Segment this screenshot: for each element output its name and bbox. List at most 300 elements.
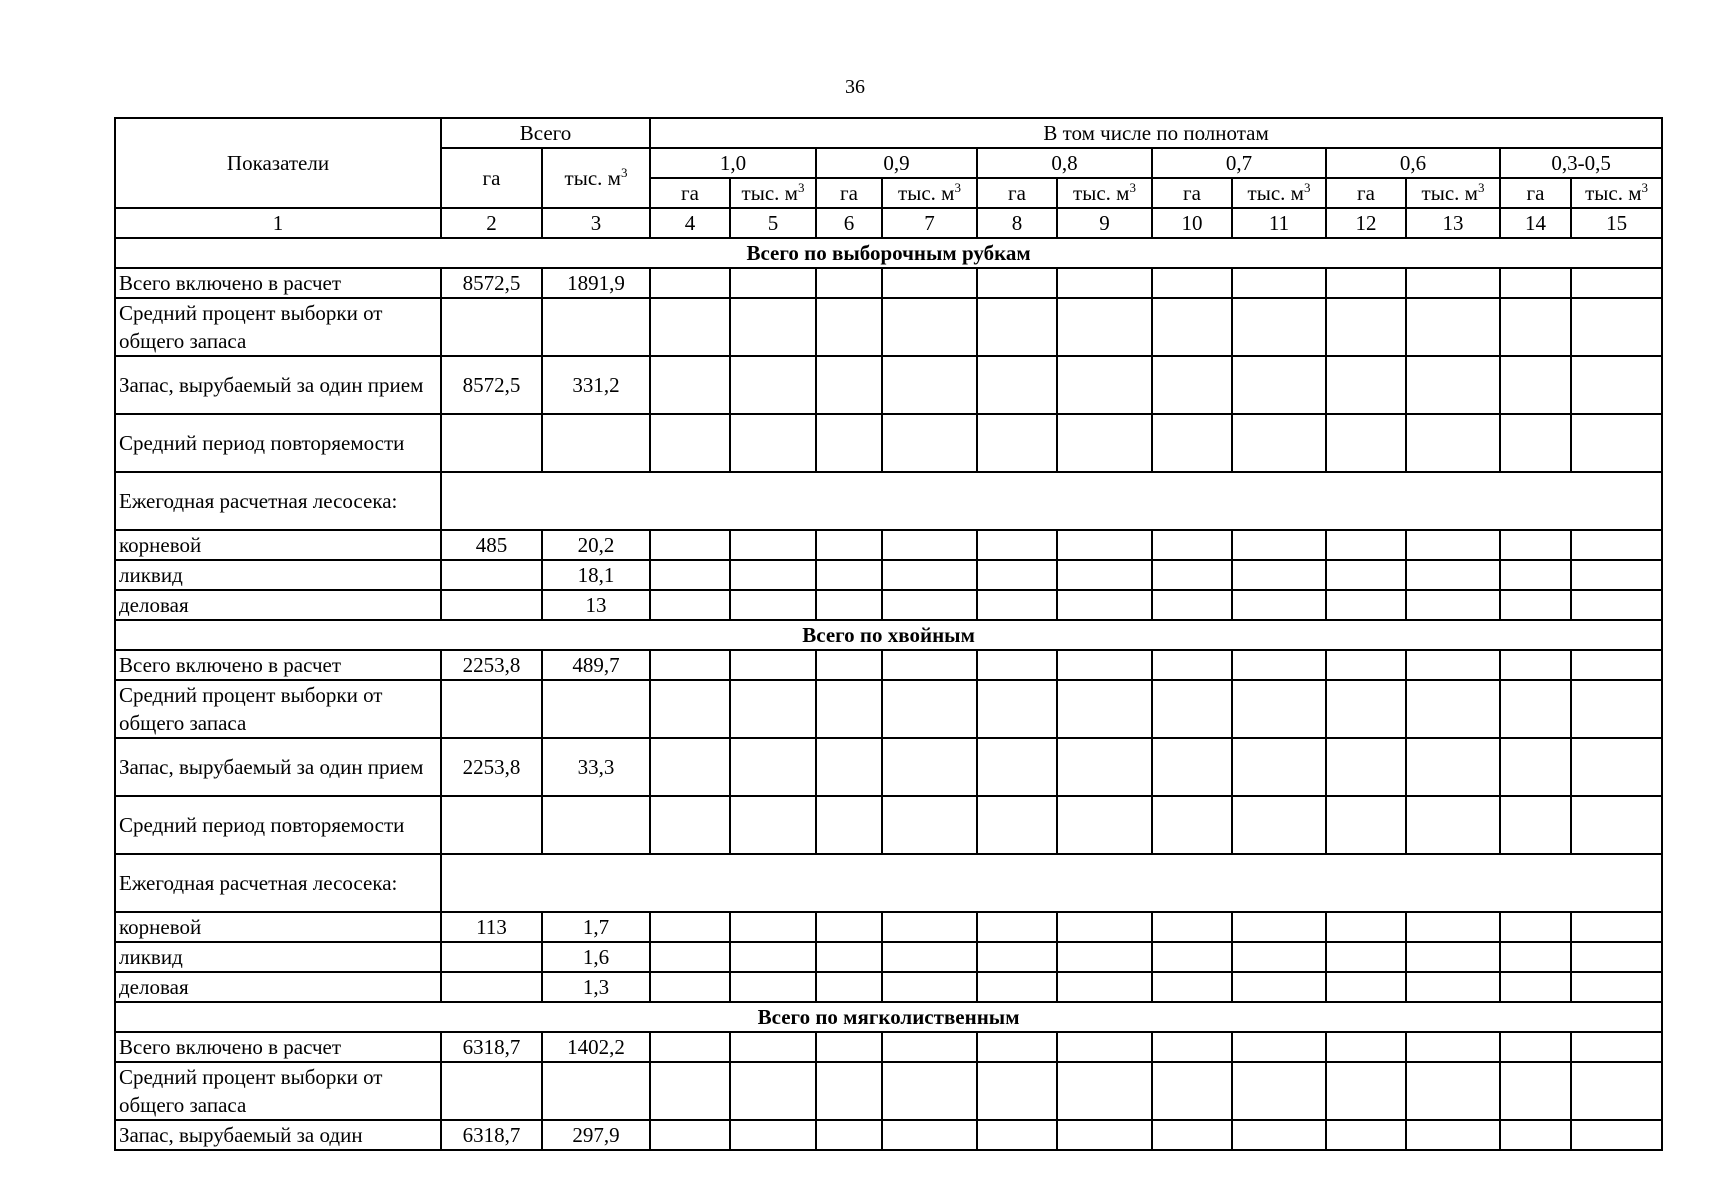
empty-cell (730, 356, 816, 414)
row-label: Ежегодная расчетная лесосека: (115, 472, 441, 530)
column-number: 5 (730, 208, 816, 238)
empty-cell (1232, 972, 1326, 1002)
empty-cell (1232, 414, 1326, 472)
empty-cell (1406, 268, 1500, 298)
row-label: Средний процент выборки от общего запаса (115, 298, 441, 356)
empty-cell (1057, 298, 1152, 356)
table-row (115, 472, 1662, 530)
table-row (115, 942, 1662, 972)
table-row (115, 268, 1662, 298)
header-total-ha: га (441, 148, 542, 208)
column-number: 7 (882, 208, 977, 238)
empty-cell (1326, 796, 1406, 854)
empty-cell (882, 356, 977, 414)
empty-cell (1057, 796, 1152, 854)
header-unit-volume: тыс. $м^3$ (882, 178, 977, 208)
empty-cell (1057, 650, 1152, 680)
page-number: 36 (845, 76, 865, 98)
empty-cell (1571, 268, 1662, 298)
section-title: Всего по выборочным рубкам (115, 238, 1662, 268)
header-density: 0,6 (1326, 148, 1500, 178)
empty-cell (882, 298, 977, 356)
total-ha-cell (441, 1062, 542, 1120)
empty-cell (650, 1032, 730, 1062)
empty-cell (650, 942, 730, 972)
empty-cell (650, 560, 730, 590)
empty-cell (1500, 942, 1571, 972)
empty-cell (882, 680, 977, 738)
row-label: деловая (115, 590, 441, 620)
row-label: корневой (115, 912, 441, 942)
column-number: 4 (650, 208, 730, 238)
empty-cell (1571, 972, 1662, 1002)
empty-cell (1152, 942, 1232, 972)
empty-cell (816, 268, 882, 298)
empty-cell (1152, 298, 1232, 356)
empty-cell (1152, 796, 1232, 854)
empty-cell (977, 530, 1057, 560)
table-row (115, 1062, 1662, 1120)
column-number: 6 (816, 208, 882, 238)
row-label: Ежегодная расчетная лесосека: (115, 854, 441, 912)
empty-cell (1057, 414, 1152, 472)
empty-cell (1500, 298, 1571, 356)
empty-cell (977, 414, 1057, 472)
empty-cell (882, 560, 977, 590)
column-number: 2 (441, 208, 542, 238)
empty-cell (882, 912, 977, 942)
empty-cell (730, 590, 816, 620)
empty-cell (1571, 1062, 1662, 1120)
total-ha-cell (441, 796, 542, 854)
empty-cell (977, 972, 1057, 1002)
empty-cell (1500, 680, 1571, 738)
empty-cell (882, 530, 977, 560)
empty-cell (1571, 590, 1662, 620)
empty-cell (1406, 530, 1500, 560)
empty-cell (1057, 560, 1152, 590)
empty-cell (1326, 356, 1406, 414)
empty-cell (1152, 680, 1232, 738)
empty-cell (730, 298, 816, 356)
row-label: Средний процент выборки от общего запаса (115, 680, 441, 738)
empty-cell (977, 268, 1057, 298)
empty-cell (1571, 1120, 1662, 1150)
empty-cell (816, 1120, 882, 1150)
empty-cell (1152, 590, 1232, 620)
empty-cell (882, 1120, 977, 1150)
row-label: Запас, вырубаемый за один прием (115, 356, 441, 414)
empty-cell (1232, 738, 1326, 796)
empty-cell (816, 1062, 882, 1120)
empty-cell (1500, 796, 1571, 854)
row-label: деловая (115, 972, 441, 1002)
empty-cell (1500, 530, 1571, 560)
empty-cell (1571, 530, 1662, 560)
table-row (115, 298, 1662, 356)
empty-cell (1406, 414, 1500, 472)
total-ha-cell: 6318,7 (441, 1032, 542, 1062)
header-unit-volume: тыс. $м^3$ (730, 178, 816, 208)
column-number: 12 (1326, 208, 1406, 238)
empty-cell (977, 590, 1057, 620)
empty-cell (1406, 298, 1500, 356)
empty-cell (1406, 972, 1500, 1002)
empty-cell (730, 1062, 816, 1120)
row-label: корневой (115, 530, 441, 560)
header-density: 1,0 (650, 148, 816, 178)
empty-cell (1057, 942, 1152, 972)
empty-cell (650, 650, 730, 680)
empty-cell (1152, 356, 1232, 414)
header-unit-volume: тыс. $м^3$ (1057, 178, 1152, 208)
total-volume-cell: 1891,9 (542, 268, 650, 298)
empty-cell (1326, 738, 1406, 796)
empty-cell (977, 356, 1057, 414)
column-number: 3 (542, 208, 650, 238)
empty-cell (1406, 560, 1500, 590)
total-ha-cell (441, 590, 542, 620)
empty-cell (730, 972, 816, 1002)
total-volume-cell: 13 (542, 590, 650, 620)
table-row (115, 356, 1662, 414)
empty-cell (1500, 912, 1571, 942)
section-title: Всего по мягколиственным (115, 1002, 1662, 1032)
empty-cell (1232, 1032, 1326, 1062)
empty-cell (1057, 590, 1152, 620)
empty-cell (882, 414, 977, 472)
empty-cell (977, 942, 1057, 972)
table-row (115, 972, 1662, 1002)
empty-cell (650, 912, 730, 942)
empty-cell (977, 738, 1057, 796)
total-ha-cell: 8572,5 (441, 356, 542, 414)
total-volume-cell: 1,3 (542, 972, 650, 1002)
empty-cell (1500, 560, 1571, 590)
empty-cell (1326, 912, 1406, 942)
empty-cell (1326, 1062, 1406, 1120)
empty-cell (882, 590, 977, 620)
header-unit-ha: га (650, 178, 730, 208)
empty-cell (1152, 650, 1232, 680)
empty-cell (1057, 972, 1152, 1002)
empty-cell (882, 268, 977, 298)
total-volume-cell (542, 298, 650, 356)
empty-cell (1057, 738, 1152, 796)
empty-cell (1406, 796, 1500, 854)
empty-cell (650, 530, 730, 560)
table-row (115, 1032, 1662, 1062)
empty-cell (1232, 560, 1326, 590)
empty-cell (730, 414, 816, 472)
empty-cell (882, 796, 977, 854)
total-volume-cell (542, 1062, 650, 1120)
empty-cell (1500, 414, 1571, 472)
empty-cell (1152, 1062, 1232, 1120)
empty-cell (1571, 356, 1662, 414)
header-unit-volume: тыс. $м^3$ (1406, 178, 1500, 208)
empty-cell (977, 680, 1057, 738)
total-ha-cell: 6318,7 (441, 1120, 542, 1150)
empty-cell (977, 298, 1057, 356)
empty-cell (1152, 268, 1232, 298)
header-total-volume: тыс. $м^3$ (542, 148, 650, 208)
empty-cell (1057, 268, 1152, 298)
empty-cell (1152, 1120, 1232, 1150)
total-ha-cell (441, 972, 542, 1002)
empty-cell (1152, 1032, 1232, 1062)
total-ha-cell: 485 (441, 530, 542, 560)
empty-cell (1500, 356, 1571, 414)
header-density: 0,9 (816, 148, 977, 178)
table-row (115, 796, 1662, 854)
empty-cell (650, 414, 730, 472)
total-ha-cell (441, 680, 542, 738)
empty-cell (882, 738, 977, 796)
empty-cell (1500, 738, 1571, 796)
empty-cell (1057, 912, 1152, 942)
empty-cell (816, 356, 882, 414)
empty-cell (1057, 1032, 1152, 1062)
empty-cell (730, 912, 816, 942)
column-number: 1 (115, 208, 441, 238)
empty-cell (1500, 972, 1571, 1002)
header-indicators: Показатели (115, 118, 441, 208)
empty-cell (816, 560, 882, 590)
empty-cell (650, 680, 730, 738)
empty-cell (730, 268, 816, 298)
empty-cell (1326, 560, 1406, 590)
header-unit-ha: га (1500, 178, 1571, 208)
header-unit-volume: тыс. $м^3$ (1232, 178, 1326, 208)
total-volume-cell: 489,7 (542, 650, 650, 680)
empty-cell (1406, 942, 1500, 972)
empty-cell (1500, 1062, 1571, 1120)
empty-cell (1232, 680, 1326, 738)
row-label: Всего включено в расчет (115, 268, 441, 298)
empty-cell (1152, 414, 1232, 472)
empty-cell (1406, 650, 1500, 680)
empty-cell (1152, 530, 1232, 560)
header-density: 0,7 (1152, 148, 1326, 178)
empty-cell (1232, 590, 1326, 620)
table-row (115, 560, 1662, 590)
row-label: Всего включено в расчет (115, 1032, 441, 1062)
empty-cell (882, 1032, 977, 1062)
empty-cell (1326, 1120, 1406, 1150)
empty-cell (1057, 1120, 1152, 1150)
header-unit-ha: га (977, 178, 1057, 208)
header-unit-volume: тыс. $м^3$ (1571, 178, 1662, 208)
total-volume-cell: 33,3 (542, 738, 650, 796)
column-number: 11 (1232, 208, 1326, 238)
empty-cell (816, 650, 882, 680)
total-volume-cell: 18,1 (542, 560, 650, 590)
total-volume-cell (542, 796, 650, 854)
column-number: 9 (1057, 208, 1152, 238)
empty-cell (1406, 738, 1500, 796)
empty-cell (1406, 356, 1500, 414)
empty-cell (977, 1120, 1057, 1150)
empty-cell (1152, 912, 1232, 942)
empty-cell (730, 942, 816, 972)
total-ha-cell: 2253,8 (441, 738, 542, 796)
table-row (115, 680, 1662, 738)
empty-cell (1406, 1120, 1500, 1150)
empty-cell (1571, 680, 1662, 738)
empty-cell (816, 298, 882, 356)
empty-cell (816, 590, 882, 620)
total-volume-cell: 1,6 (542, 942, 650, 972)
empty-cell (1406, 590, 1500, 620)
total-ha-cell (441, 414, 542, 472)
empty-cell (977, 796, 1057, 854)
column-number: 15 (1571, 208, 1662, 238)
empty-cell (1571, 414, 1662, 472)
row-label: Запас, вырубаемый за один прием (115, 738, 441, 796)
empty-cell (1232, 796, 1326, 854)
total-volume-cell: 297,9 (542, 1120, 650, 1150)
empty-cell (977, 912, 1057, 942)
empty-cell (730, 680, 816, 738)
empty-cell (1500, 268, 1571, 298)
empty-cell (1326, 650, 1406, 680)
empty-cell (1326, 530, 1406, 560)
section-title: Всего по хвойным (115, 620, 1662, 650)
table-row (115, 854, 1662, 912)
empty-cell (1232, 912, 1326, 942)
empty-cell (1232, 268, 1326, 298)
row-label: Запас, вырубаемый за один (115, 1120, 441, 1150)
empty-cell (1152, 738, 1232, 796)
empty-cell (1571, 298, 1662, 356)
empty-cell (1232, 1062, 1326, 1120)
empty-cell (1571, 1032, 1662, 1062)
empty-cell (1500, 650, 1571, 680)
empty-cell (1232, 942, 1326, 972)
total-volume-cell: 20,2 (542, 530, 650, 560)
empty-cell (730, 1032, 816, 1062)
empty-cell (1326, 1032, 1406, 1062)
total-volume-cell: 1402,2 (542, 1032, 650, 1062)
empty-cell (1326, 268, 1406, 298)
empty-cell (1152, 560, 1232, 590)
empty-cell (1326, 972, 1406, 1002)
empty-cell (1406, 912, 1500, 942)
empty-cell (730, 738, 816, 796)
table-row (115, 414, 1662, 472)
empty-cell (977, 1032, 1057, 1062)
empty-cell (1571, 560, 1662, 590)
column-number: 8 (977, 208, 1057, 238)
empty-cell (1571, 796, 1662, 854)
header-including-by-density: В том числе по полнотам (650, 118, 1662, 148)
empty-cell (1406, 1032, 1500, 1062)
empty-cell (1406, 1062, 1500, 1120)
empty-cell (1232, 356, 1326, 414)
empty-cell (1571, 942, 1662, 972)
empty-cell (1232, 650, 1326, 680)
row-label: Средний процент выборки от общего запаса (115, 1062, 441, 1120)
empty-cell (1326, 590, 1406, 620)
empty-cell (1500, 590, 1571, 620)
empty-cell (816, 942, 882, 972)
row-label: Средний период повторяемости (115, 414, 441, 472)
total-volume-cell: 1,7 (542, 912, 650, 942)
column-number: 13 (1406, 208, 1500, 238)
total-volume-cell: 331,2 (542, 356, 650, 414)
empty-cell (1571, 912, 1662, 942)
total-volume-cell (542, 414, 650, 472)
merged-empty-cell (441, 854, 1662, 912)
empty-cell (1326, 942, 1406, 972)
empty-cell (1232, 1120, 1326, 1150)
empty-cell (650, 298, 730, 356)
empty-cell (730, 560, 816, 590)
column-number: 14 (1500, 208, 1571, 238)
empty-cell (1326, 680, 1406, 738)
empty-cell (730, 1120, 816, 1150)
empty-cell (650, 738, 730, 796)
empty-cell (816, 680, 882, 738)
row-label: ликвид (115, 560, 441, 590)
empty-cell (816, 530, 882, 560)
header-density: 0,3-0,5 (1500, 148, 1662, 178)
table-row (115, 650, 1662, 680)
empty-cell (816, 796, 882, 854)
empty-cell (977, 560, 1057, 590)
empty-cell (650, 268, 730, 298)
empty-cell (650, 1062, 730, 1120)
empty-cell (816, 912, 882, 942)
empty-cell (816, 738, 882, 796)
allowable-cut-table (114, 117, 1663, 1151)
empty-cell (816, 1032, 882, 1062)
table-row (115, 912, 1662, 942)
empty-cell (1500, 1032, 1571, 1062)
empty-cell (882, 972, 977, 1002)
total-ha-cell (441, 942, 542, 972)
header-total: Всего (441, 118, 650, 148)
empty-cell (1057, 356, 1152, 414)
header-unit-ha: га (1152, 178, 1232, 208)
empty-cell (1326, 298, 1406, 356)
row-label: Средний период повторяемости (115, 796, 441, 854)
empty-cell (1326, 414, 1406, 472)
total-ha-cell: 2253,8 (441, 650, 542, 680)
empty-cell (882, 1062, 977, 1120)
total-ha-cell (441, 560, 542, 590)
header-unit-ha: га (1326, 178, 1406, 208)
empty-cell (1232, 530, 1326, 560)
table-row (115, 1120, 1662, 1150)
table-row (115, 530, 1662, 560)
row-label: Всего включено в расчет (115, 650, 441, 680)
empty-cell (1406, 680, 1500, 738)
empty-cell (650, 796, 730, 854)
empty-cell (1571, 738, 1662, 796)
empty-cell (650, 1120, 730, 1150)
column-number: 10 (1152, 208, 1232, 238)
empty-cell (882, 650, 977, 680)
empty-cell (1057, 530, 1152, 560)
table-row (115, 590, 1662, 620)
empty-cell (1057, 1062, 1152, 1120)
header-unit-ha: га (816, 178, 882, 208)
total-ha-cell: 8572,5 (441, 268, 542, 298)
table-row (115, 738, 1662, 796)
empty-cell (730, 650, 816, 680)
